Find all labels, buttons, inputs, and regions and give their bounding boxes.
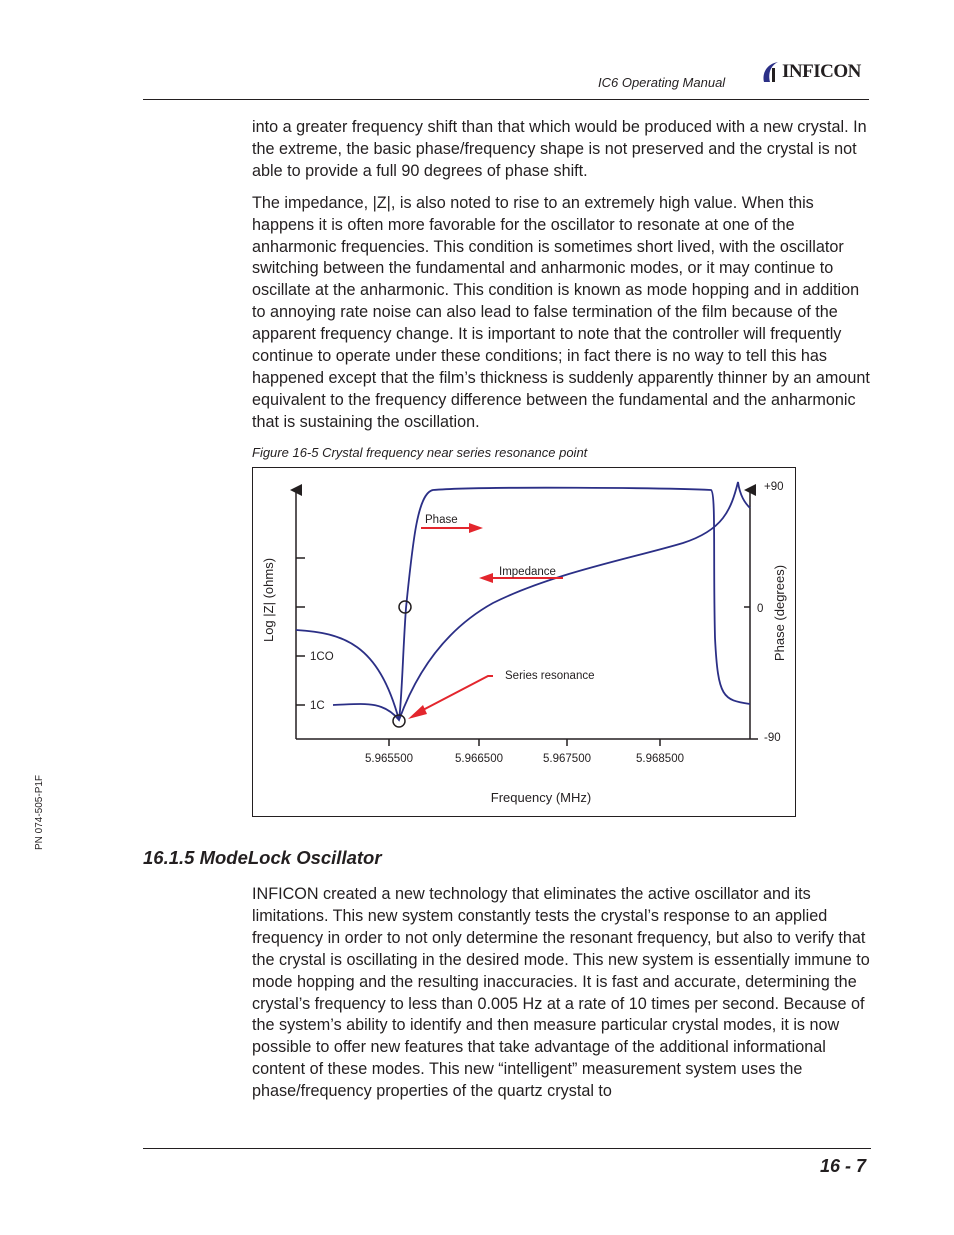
inficon-logo (760, 60, 875, 84)
footer-rule (143, 1148, 871, 1149)
manual-title: IC6 Operating Manual (598, 75, 726, 90)
logo-text: INFICON (782, 61, 861, 82)
phase-curve (296, 488, 750, 720)
figure-frame (252, 467, 796, 817)
page-number: 16 - 7 (819, 1156, 866, 1176)
impedance-curve (333, 482, 750, 720)
x-axis-title: Frequency (MHz) (490, 790, 592, 805)
series-resonance-annotation: Series resonance (505, 670, 595, 682)
y-right-tick-label: +90 (764, 481, 784, 493)
figure-caption: Figure 16-5 Crystal frequency near series resonance point (252, 445, 588, 460)
x-tick-label: 5.965500 (365, 753, 413, 765)
header-rule (143, 99, 869, 100)
body-text-top (252, 117, 870, 434)
section-heading: 16.1.5 ModeLock Oscillator (143, 847, 382, 868)
x-tick-label: 5.966500 (455, 753, 503, 765)
inficon-logo-icon (760, 60, 782, 84)
y-axis-right-title: Phase (degrees) (772, 564, 787, 662)
series-resonance-arrow (408, 676, 493, 719)
impedance-annotation: Impedance (499, 566, 556, 578)
phase-annotation: Phase (425, 514, 458, 526)
y-right-tick-label: -90 (764, 732, 781, 744)
y-left-tick-label: 1CO (310, 651, 334, 663)
paragraph: into a greater frequency shift than that which would be produced with a new crystal. In the extreme, the basic phase/frequency shape is not preserved and the crystal is not able to provide a full 90 degrees of phase shift. (252, 118, 867, 180)
x-tick-label: 5.968500 (636, 753, 684, 765)
x-tick-label: 5.967500 (543, 753, 591, 765)
resonance-chart (253, 468, 795, 816)
body-text-section (252, 884, 870, 1103)
y-axis-left-title: Log |Z| (ohms) (261, 557, 276, 643)
part-number-label: PN 074-505-P1F (34, 774, 45, 850)
paragraph: The impedance, |Z|, is also noted to rise to an extremely high value. When this happens it is often more favorable for the oscillator to resonate at one of the anharmonic frequencies. This condition is sometimes short lived, with the oscillator switching between the fundamental and anharmonic modes, or it may continue to oscillate at the anharmonic. This condition is known as mode hopping and in addition to annoying rate noise can also lead to false termination of the film because of the apparent frequency change. It is important to note that the controller will frequently continue to operate under these conditions; in fact there is no way to tell this has happened except that the film’s thickness is suddenly apparently thinner by an amount equivalent to the frequency difference between the fundamental and the anharmonic that is sustaining the oscillation. (252, 193, 870, 431)
y-left-tick-label: 1C (310, 700, 325, 712)
paragraph: INFICON created a new technology that eliminates the active oscillator and its limitations. This new system constantly tests the crystal’s response to an applied frequency in order to not only determine the resonant frequency, but also to verify that the crystal is oscillating in the desired mode. This new system is essentially immune to mode hopping and the resulting inaccuracies. It is fast and accurate, determining the crystal’s frequency to less than 0.005 Hz at a rate of 10 times per second. Because of the system’s ability to identify and then measure particular crystal modes, it is now possible to offer new features that take advantage of the additional informational content of these modes. This new “intelligent” measurement system uses the phase/frequency properties of the quartz crystal to (252, 885, 870, 1101)
y-right-tick-label: 0 (757, 603, 764, 615)
